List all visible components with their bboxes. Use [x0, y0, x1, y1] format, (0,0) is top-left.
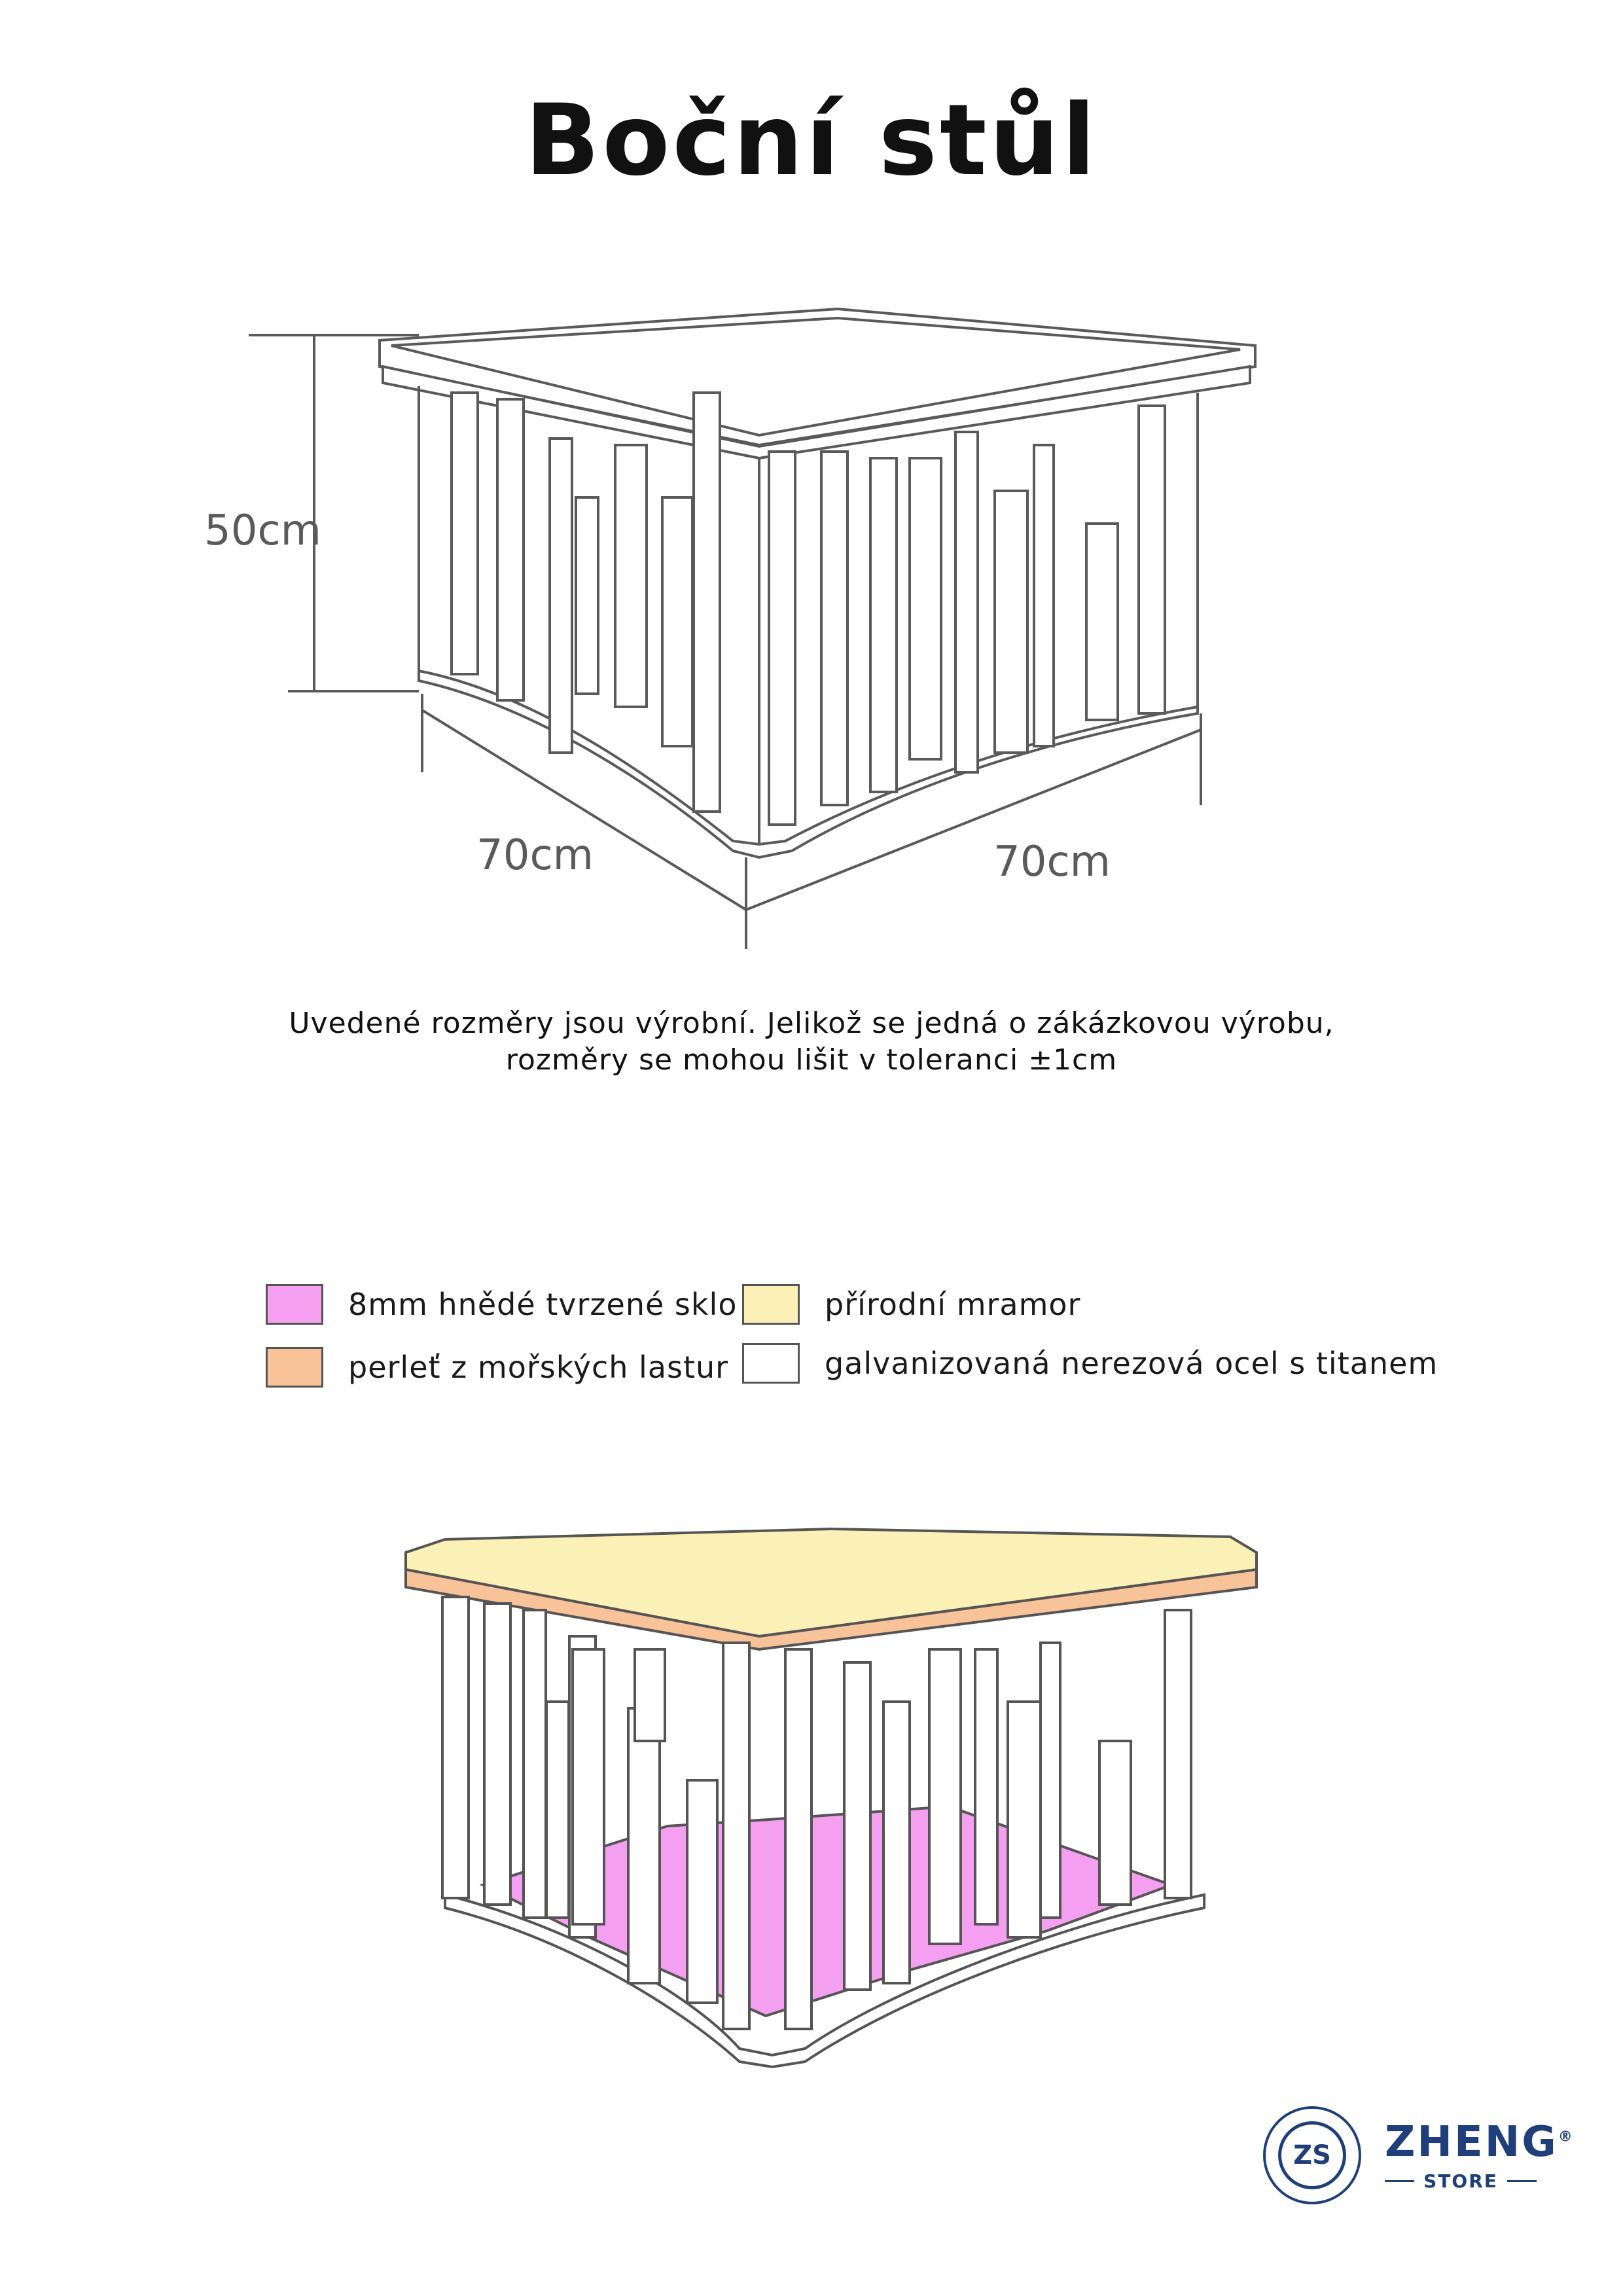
seal-icon: [1263, 2106, 1361, 2204]
brand-sub: STORE: [1385, 2170, 1537, 2192]
width-label: 70cm: [993, 838, 1111, 886]
seal-text: ZS: [1293, 2140, 1331, 2170]
legend-label-steel: galvanizovaná nerezová ocel s titanem: [825, 1346, 1438, 1381]
legend-item-pearl: [266, 1347, 728, 1388]
legend-label-marble: přírodní mramor: [825, 1287, 1081, 1322]
legend-swatch-pearl: [266, 1347, 323, 1388]
page-title: Boční stůl: [525, 84, 1098, 198]
brand-logo: [1263, 2106, 1575, 2204]
depth-label: 70cm: [476, 831, 594, 880]
legend-swatch-steel: [742, 1343, 800, 1384]
legend-item-marble: [742, 1284, 1080, 1325]
height-label: 50cm: [204, 507, 321, 555]
legend-label-pearl: perleť z mořských lastur: [348, 1350, 729, 1385]
dimension-drawing: [0, 0, 1623, 982]
legend-label-glass: 8mm hnědé tvrzené sklo: [348, 1287, 738, 1322]
tolerance-note-line-2: rozměry se mohou lišit v toleranci ±1cm: [505, 1043, 1118, 1077]
base-rim: [445, 1895, 1204, 2067]
legend-swatch-marble: [742, 1284, 800, 1325]
pearl-layer: [406, 1570, 1257, 1649]
tolerance-note: [0, 1005, 1623, 1079]
base-outline: [419, 671, 1198, 857]
legend-item-steel: [742, 1343, 1438, 1384]
legend-swatch-glass: [266, 1284, 323, 1325]
brand-name: ZHENG®: [1385, 2118, 1575, 2166]
glass-floor: [483, 1806, 1171, 2016]
tolerance-note-line-1: Uvedené rozměry jsou výrobní. Jelikož se jedná o zákázkovou výrobu,: [289, 1007, 1334, 1040]
marble-top: [406, 1529, 1257, 1636]
legend-item-glass: [266, 1284, 737, 1325]
